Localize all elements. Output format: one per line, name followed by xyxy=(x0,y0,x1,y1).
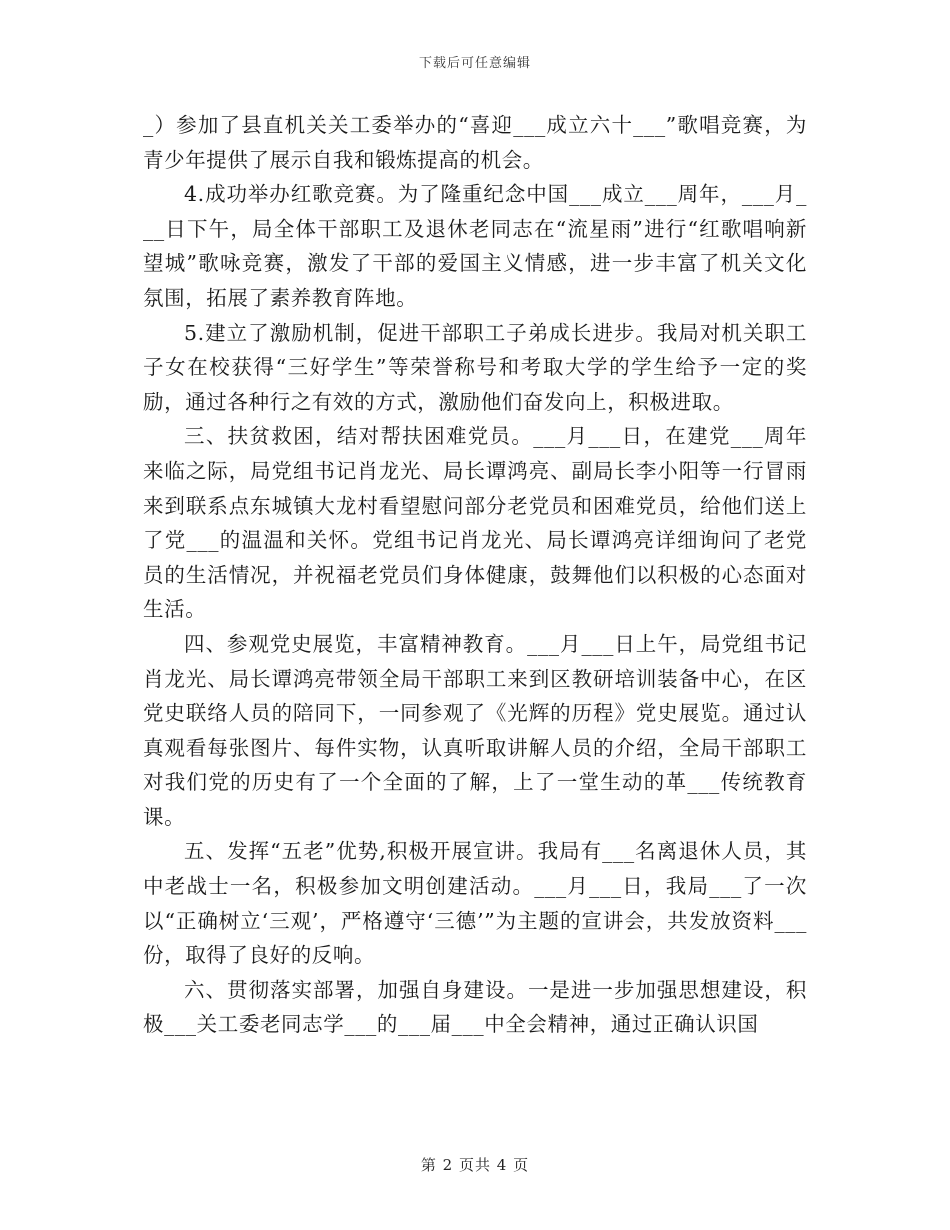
paragraph-6: 五、发挥“五老”优势,积极开展宣讲。我局有___名离退休人员，其中老战士一名，积极参加文明创建活动。___月___日，我局___了一次以“正确树立‘三观’，严格遵守‘三德’”为主题的宣讲会，共发放资料___份，取得了良好的反响。 xyxy=(143,839,807,968)
paragraph-3: 5.建立了激励机制，促进干部职工子弟成长进步。我局对机关职工子女在校获得“三好学生”等荣誉称号和考取大学的学生给予一定的奖励，通过各种行之有效的方式，激励他们奋发向上，积极进取。 xyxy=(143,320,807,414)
paragraph-1: _）参加了县直机关关工委举办的“喜迎___成立六十___”歌唱竞赛，为青少年提供了展示自我和锻炼提高的机会。 xyxy=(143,113,807,172)
paragraph-7: 六、贯彻落实部署，加强自身建设。一是进一步加强思想建设，积极___关工委老同志学___的___届___中全会精神，通过正确认识国 xyxy=(143,977,807,1037)
document-body xyxy=(143,108,807,1042)
page-header-note: 下载后可任意编辑 xyxy=(418,56,531,71)
paragraph-5: 四、参观党史展览，丰富精神教育。___月___日上午，局党组书记肖龙光、局长谭鸿亮带领全局干部职工来到区教研培训装备中心，在区党史联络人员的陪同下，一同参观了《光辉的历程》党史展览。通过认真观看每张图片、每件实物，认真听取讲解人员的介绍，全局干部职工对我们党的历史有了一个全面的了解，上了一堂生动的革___传统教育课。 xyxy=(143,631,807,829)
paragraph-2: 4.成功举办红歌竞赛。为了隆重纪念中国___成立___周年，___月___日下午，局全体干部职工及退休老同志在“流星雨”进行“红歌唱响新望城”歌咏竞赛，激发了干部的爱国主义情感，进一步丰富了机关文化氛围，拓展了素养教育阵地。 xyxy=(143,182,807,310)
page-number: 第 2 页共 4 页 xyxy=(420,1156,530,1174)
paragraph-4: 三、扶贫救困，结对帮扶困难党员。___月___日，在建党___周年来临之际，局党组书记肖龙光、局长谭鸿亮、副局长李小阳等一行冒雨来到联系点东城镇大龙村看望慰问部分老党员和困难党员，给他们送上了党___的温温和关怀。党组书记肖龙光、局长谭鸿亮详细询问了老党员的生活情况，并祝福老党员们身体健康，鼓舞他们以积极的心态面对生活。 xyxy=(143,424,807,622)
